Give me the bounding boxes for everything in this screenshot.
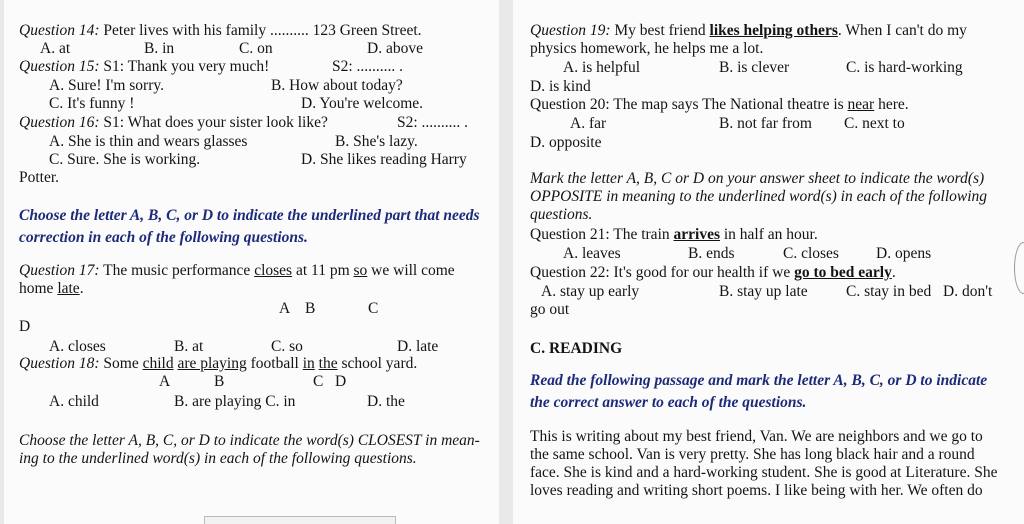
q21-option-c: C. closes (783, 245, 839, 262)
q20-option-d: D. opposite (530, 134, 602, 151)
q18-option-b-c: B. are playing C. in (174, 393, 296, 410)
q18-option-d: D. the (367, 393, 405, 410)
passage-line-4: loves reading and writing short poems. I like being with her. We often do (530, 482, 983, 499)
passage-line-2: the same school. Van is very pretty. She has long black hair and a round (530, 446, 975, 463)
q15-option-a: A. Sure! I'm sorry. (49, 77, 165, 94)
passage-line-1: This is writing about my best friend, Van. We are neighbors and we go to (530, 428, 983, 445)
section-instruction-correction-line2: correction in each of the following questions. (19, 229, 308, 246)
question-18: Question 18: Some child are playing football in the school yard. (19, 355, 418, 372)
viewer-bottom-tab (204, 516, 396, 524)
q14-option-a: A. at (40, 40, 71, 57)
question-20: Question 20: The map says The National theatre is near here. (530, 96, 909, 113)
q22-option-b: B. stay up late (719, 283, 808, 300)
question-22: Question 22: It's good for our health if we go to bed early. (530, 264, 896, 281)
q18-marker-d: D (335, 373, 347, 390)
question-21: Question 21: The train arrives in half an hour. (530, 226, 818, 243)
q21-option-a: A. leaves (563, 245, 621, 262)
q14-option-b: B. in (144, 40, 175, 57)
q19-option-b: B. is clever (719, 59, 790, 76)
q19-option-a: A. is helpful (563, 59, 641, 76)
q15-s2: S2: .......... . (332, 58, 404, 75)
q15-option-b: B. How about today? (271, 77, 403, 94)
reading-heading: C. READING (530, 340, 623, 357)
question-16: Question 16: S1: What does your sister look like? (19, 114, 328, 131)
q16-option-d-wrap: Potter. (19, 169, 60, 186)
q17-marker-b: B (305, 300, 316, 317)
section-instruction-correction-line1: Choose the letter A, B, C, or D to indicate the underlined part that needs (19, 207, 480, 224)
q22-option-d-wrap: go out (530, 301, 570, 318)
q17-option-a: A. closes (49, 338, 106, 355)
question-19-line2: physics homework, he helps me a lot. (530, 40, 764, 57)
q18-marker-b: B (214, 373, 225, 390)
section-instruction-closest-line2: ing to the underlined word(s) in each of the following questions. (19, 450, 417, 467)
section-instruction-closest-line1: Choose the letter A, B, C, or D to indicate the word(s) CLOSEST in mean- (19, 432, 480, 449)
q18-option-a: A. child (49, 393, 99, 410)
q20-option-c: C. next to (844, 115, 905, 132)
section-instruction-opposite-line2: OPPOSITE in meaning to the underlined word(s) in each of the following (530, 188, 988, 205)
q16-s2: S2: .......... . (397, 114, 469, 131)
section-instruction-opposite-line3: questions. (530, 206, 593, 223)
q14-option-c: C. on (239, 40, 273, 57)
q21-option-b: B. ends (688, 245, 735, 262)
q15-option-d: D. You're welcome. (301, 95, 424, 112)
question-14: Question 14: Peter lives with his family .......... 123 Green Street. (19, 22, 422, 39)
left-page (4, 0, 499, 524)
q16-option-d: D. She likes reading Harry (301, 151, 467, 168)
q14-option-d: D. above (367, 40, 423, 57)
q16-option-b: B. She's lazy. (335, 133, 418, 150)
q20-option-b: B. not far from (719, 115, 812, 132)
passage-line-3: face. She is kind and a hard-working student. She is good at Literature. She (530, 464, 998, 481)
question-19: Question 19: My best friend likes helping others. When I can't do my (530, 22, 967, 39)
q17-marker-d: D (19, 318, 31, 335)
question-17: Question 17: The music performance closes at 11 pm so we will come (19, 262, 455, 279)
q20-option-a: A. far (570, 115, 607, 132)
q22-option-c: C. stay in bed (846, 283, 932, 300)
q22-option-a: A. stay up early (541, 283, 640, 300)
q18-marker-c: C (313, 373, 324, 390)
q17-option-c: C. so (271, 338, 303, 355)
question-17-line2: home late. (19, 280, 84, 297)
q16-option-c: C. Sure. She is working. (49, 151, 201, 168)
question-15: Question 15: S1: Thank you very much! (19, 58, 270, 75)
reading-instruction-line1: Read the following passage and mark the letter A, B, C, or D to indicate (530, 372, 988, 389)
q22-option-d: D. don't (943, 283, 993, 300)
reading-instruction-line2: the correct answer to each of the questions. (530, 394, 807, 411)
right-page (513, 0, 1024, 524)
section-instruction-opposite-line1: Mark the letter A, B, C or D on your answer sheet to indicate the word(s) (530, 170, 985, 187)
q16-option-a: A. She is thin and wears glasses (49, 133, 248, 150)
q19-option-d: D. is kind (530, 78, 591, 95)
q17-marker-a: A (279, 300, 291, 317)
q17-option-d: D. late (397, 338, 439, 355)
q17-marker-c: C (368, 300, 379, 317)
q19-option-c: C. is hard-working (846, 59, 963, 76)
q21-option-d: D. opens (876, 245, 932, 262)
q15-option-c: C. It's funny ! (49, 95, 135, 112)
q18-marker-a: A (159, 373, 171, 390)
q17-option-b: B. at (174, 338, 204, 355)
